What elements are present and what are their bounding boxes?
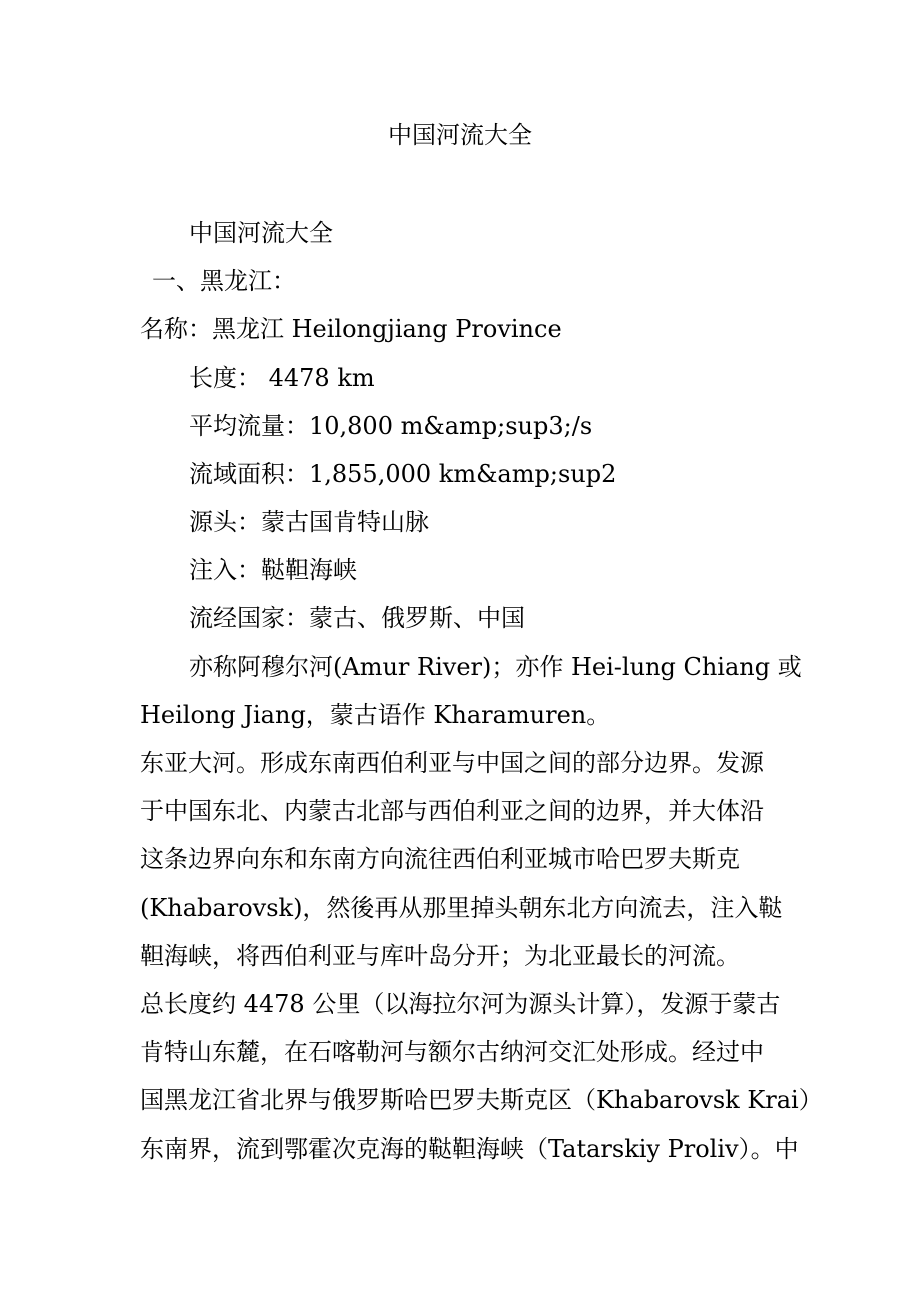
field-source: 源头：蒙古国肯特山脉 xyxy=(189,508,429,536)
paragraph-line: 于中国东北、内蒙古北部与西伯利亚之间的边界，并大体沿 xyxy=(140,797,764,825)
field-length: 长度： 4478 km xyxy=(189,364,375,392)
field-mouth: 注入：鞑靼海峡 xyxy=(189,556,357,584)
field-name: 名称：黑龙江 Heilongjiang Province xyxy=(140,315,562,343)
document-title: 中国河流大全 xyxy=(388,121,532,149)
paragraph-line: 国黑龙江省北界与俄罗斯哈巴罗夫斯克区（Khabarovsk Krai） xyxy=(140,1086,823,1114)
field-basin-area: 流域面积：1,855,000 km&amp;sup2 xyxy=(189,460,617,488)
paragraph-line: Heilong Jiang，蒙古语作 Kharamuren。 xyxy=(140,701,611,729)
paragraph-line: 这条边界向东和东南方向流往西伯利亚城市哈巴罗夫斯克 xyxy=(140,845,740,873)
paragraph-line: 东南界，流到鄂霍次克海的鞑靼海峡（Tatarskiy Proliv）。中 xyxy=(140,1135,799,1163)
paragraph-line: 靼海峡，将西伯利亚与库叶岛分开；为北亚最长的河流。 xyxy=(140,942,740,970)
paragraph-line: 肯特山东麓，在石喀勒河与额尔古纳河交汇处形成。经过中 xyxy=(140,1038,764,1066)
paragraph-line: 总长度约 4478 公里（以海拉尔河为源头计算），发源于蒙古 xyxy=(140,990,781,1018)
paragraph-line: 亦称阿穆尔河(Amur River)；亦作 Hei-lung Chiang 或 xyxy=(189,653,802,681)
section-heading: 一、黑龙江： xyxy=(152,267,296,295)
document-subtitle: 中国河流大全 xyxy=(189,219,333,247)
paragraph-line: (Khabarovsk)，然後再从那里掉头朝东北方向流去，注入鞑 xyxy=(140,894,783,922)
field-countries: 流经国家：蒙古、俄罗斯、中国 xyxy=(189,604,525,632)
field-avg-flow: 平均流量：10,800 m&amp;sup3;/s xyxy=(189,412,593,440)
paragraph-line: 东亚大河。形成东南西伯利亚与中国之间的部分边界。发源 xyxy=(140,749,764,777)
